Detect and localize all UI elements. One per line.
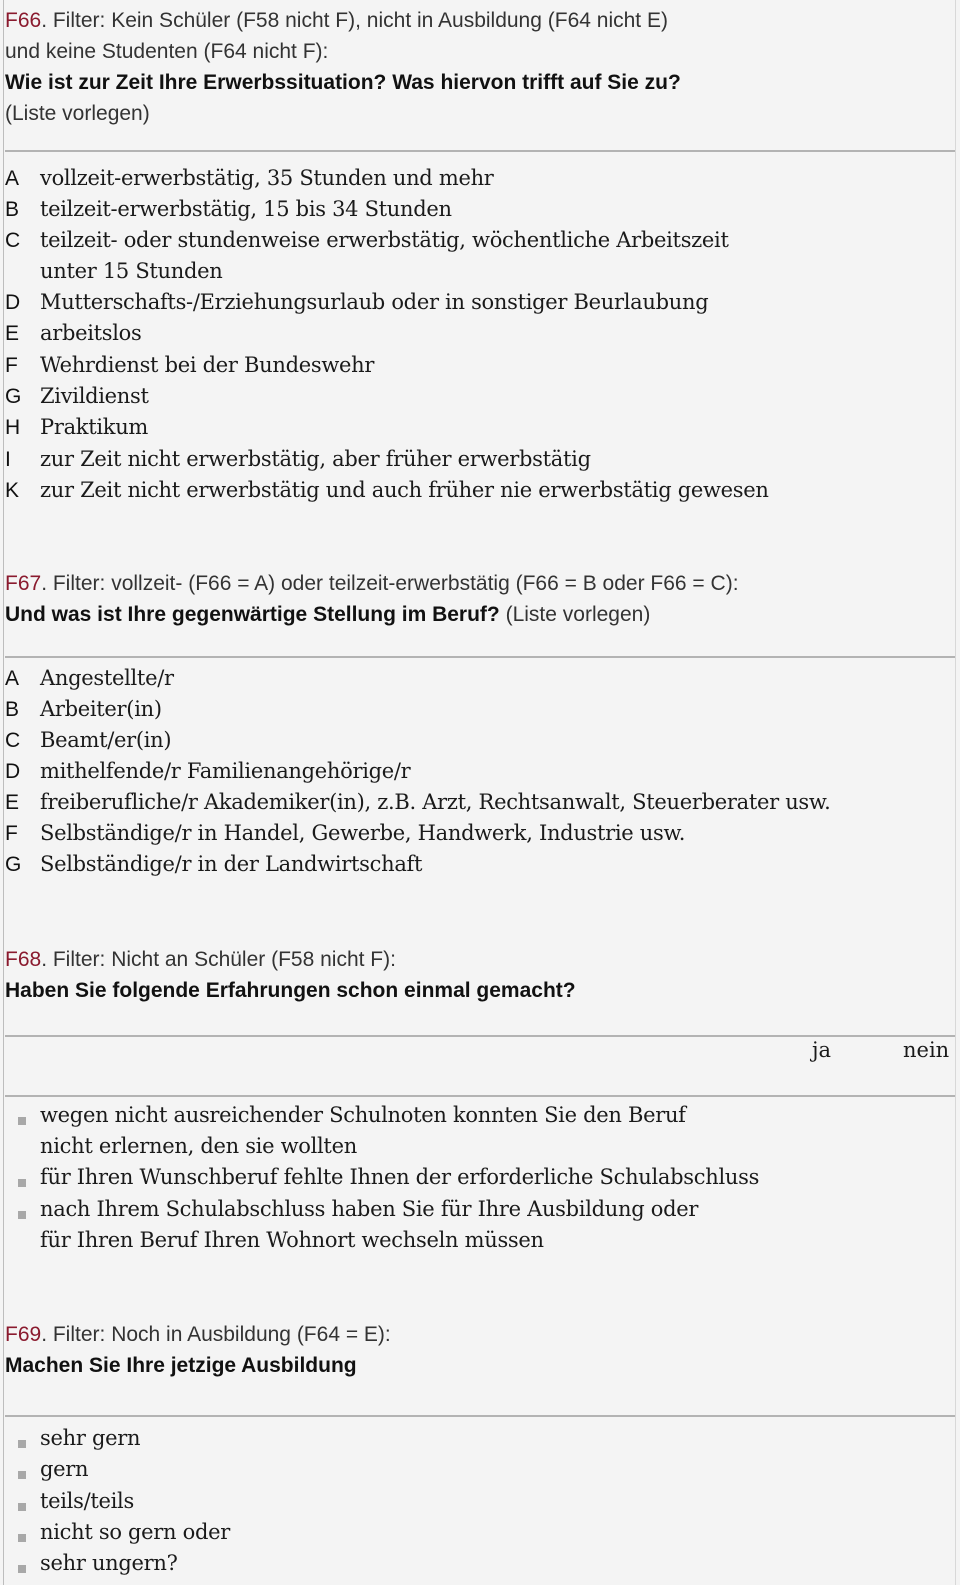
- option-letter: C: [5, 729, 21, 752]
- divider: [5, 1095, 955, 1097]
- checkbox-square-icon[interactable]: [18, 1440, 26, 1448]
- question-text: Wie ist zur Zeit Ihre Erwerbssituation? Was hiervon trifft auf Sie zu?: [5, 71, 681, 94]
- option-text: Selbständige/r in Handel, Gewerbe, Handwerk, Industrie usw.: [40, 821, 686, 845]
- question-number: F69: [5, 1323, 42, 1346]
- question-number: F67: [5, 572, 42, 595]
- option-text: unter 15 Stunden: [40, 259, 223, 283]
- filter-text: . Filter: vollzeit- (F66 = A) oder teilzeit-erwerbstätig (F66 = B oder F66 = C):: [41, 572, 739, 595]
- option-text: zur Zeit nicht erwerbstätig, aber früher erwerbstätig: [40, 447, 591, 471]
- f67-header: [5, 568, 955, 630]
- option-letter: D: [5, 760, 21, 783]
- checkbox-square-icon[interactable]: [18, 1117, 26, 1125]
- option-text: Mutterschafts-/Erziehungsurlaub oder in sonstiger Beurlaubung: [40, 290, 709, 314]
- filter-text: und keine Studenten (F64 nicht F):: [5, 40, 329, 63]
- option-text: freiberufliche/r Akademiker(in), z.B. Arzt, Rechtsanwalt, Steuerberater usw.: [40, 790, 831, 814]
- item-text: für Ihren Wunschberuf fehlte Ihnen der erforderliche Schulabschluss: [40, 1165, 760, 1189]
- item-text: nach Ihrem Schulabschluss haben Sie für Ihre Ausbildung oder: [40, 1197, 699, 1221]
- question-text: Und was ist Ihre gegenwärtige Stellung im Beruf?: [5, 603, 500, 626]
- option-text: teilzeit-erwerbstätig, 15 bis 34 Stunden: [40, 197, 452, 221]
- item-text: gern: [40, 1457, 89, 1481]
- option-text: arbeitslos: [40, 321, 142, 345]
- option-letter: H: [5, 416, 21, 439]
- option-letter: A: [5, 167, 20, 190]
- divider: [5, 1415, 955, 1417]
- checkbox-square-icon[interactable]: [18, 1503, 26, 1511]
- f66-header: [5, 5, 955, 129]
- option-letter: E: [5, 791, 20, 814]
- option-letter: E: [5, 322, 20, 345]
- f69-header: [5, 1319, 955, 1381]
- divider: [5, 150, 955, 152]
- filter-text: . Filter: Kein Schüler (F58 nicht F), nicht in Ausbildung (F64 nicht E): [41, 9, 668, 32]
- item-text: sehr gern: [40, 1426, 141, 1450]
- option-letter: I: [5, 448, 11, 471]
- option-letter: D: [5, 291, 21, 314]
- f68-header: [5, 944, 955, 1006]
- option-text: Angestellte/r: [40, 666, 174, 690]
- checkbox-square-icon[interactable]: [18, 1565, 26, 1573]
- filter-text: . Filter: Nicht an Schüler (F58 nicht F):: [41, 948, 396, 971]
- divider: [5, 1035, 955, 1037]
- option-text: Praktikum: [40, 415, 149, 439]
- checkbox-square-icon[interactable]: [18, 1211, 26, 1219]
- checkbox-square-icon[interactable]: [18, 1179, 26, 1187]
- option-letter: G: [5, 385, 22, 408]
- option-text: Wehrdienst bei der Bundeswehr: [40, 353, 375, 377]
- instruction-note: (Liste vorlegen): [5, 102, 150, 125]
- option-letter: G: [5, 853, 22, 876]
- option-letter: B: [5, 198, 20, 221]
- column-header-yes: ja: [812, 1038, 832, 1062]
- option-text: teilzeit- oder stundenweise erwerbstätig, wöchentliche Arbeitszeit: [40, 228, 729, 252]
- question-number: F68: [5, 948, 42, 971]
- divider: [5, 656, 955, 658]
- option-text: Arbeiter(in): [40, 697, 162, 721]
- option-text: Selbständige/r in der Landwirtschaft: [40, 852, 423, 876]
- option-text: mithelfende/r Familienangehörige/r: [40, 759, 411, 783]
- option-text: zur Zeit nicht erwerbstätig und auch früher nie erwerbstätig gewesen: [40, 478, 769, 502]
- column-header-no: nein: [903, 1038, 950, 1062]
- item-text: nicht so gern oder: [40, 1520, 230, 1544]
- question-number: F66: [5, 9, 42, 32]
- option-letter: F: [5, 354, 18, 377]
- option-text: Beamt/er(in): [40, 728, 172, 752]
- option-text: vollzeit-erwerbstätig, 35 Stunden und mehr: [40, 166, 494, 190]
- question-text: Machen Sie Ihre jetzige Ausbildung: [5, 1354, 357, 1377]
- item-text: nicht erlernen, den sie wollten: [40, 1134, 357, 1158]
- item-text: teils/teils: [40, 1489, 134, 1513]
- question-text: Haben Sie folgende Erfahrungen schon einmal gemacht?: [5, 979, 576, 1002]
- instruction-note: (Liste vorlegen): [499, 603, 651, 626]
- option-letter: B: [5, 698, 20, 721]
- filter-text: . Filter: Noch in Ausbildung (F64 = E):: [41, 1323, 391, 1346]
- checkbox-square-icon[interactable]: [18, 1534, 26, 1542]
- option-text: Zivildienst: [40, 384, 149, 408]
- item-text: für Ihren Beruf Ihren Wohnort wechseln müssen: [40, 1228, 544, 1252]
- item-text: wegen nicht ausreichender Schulnoten konnten Sie den Beruf: [40, 1103, 686, 1127]
- option-letter: F: [5, 822, 18, 845]
- option-letter: A: [5, 667, 20, 690]
- checkbox-square-icon[interactable]: [18, 1471, 26, 1479]
- item-text: sehr ungern?: [40, 1551, 178, 1575]
- option-letter: C: [5, 229, 21, 252]
- option-letter: K: [5, 479, 20, 502]
